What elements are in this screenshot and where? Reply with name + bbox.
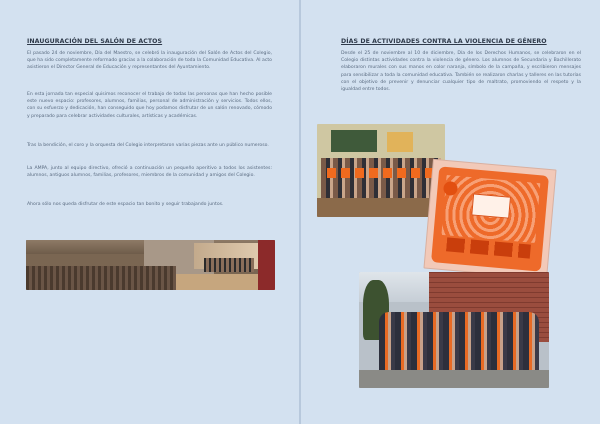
left-paragraph-2: En esta jornada tan especial quisimos reconocer el trabajo de todas las personas que han hecho posible este nuevo espacio: profesores, alumnos, familias, personal de administración y servicios. Todos ellos, con su esfuerzo y dedicación, han conseguido que hoy podamos disfrutar de un salón renovado, cómodo y preparado para celebrar actividades culturales, artísticas y académicas. bbox=[27, 92, 272, 119]
auditorium-seats bbox=[26, 266, 176, 290]
group-photo bbox=[359, 272, 549, 388]
right-page bbox=[301, 0, 600, 424]
right-page-title: DÍAS DE ACTIVIDADES CONTRA LA VIOLENCIA DE GÉNERO bbox=[341, 38, 547, 45]
classroom-board bbox=[331, 130, 377, 152]
group-students bbox=[379, 312, 539, 370]
classroom-students bbox=[321, 158, 441, 198]
left-paragraph-5: Ahora sólo nos queda disfrutar de este espacio tan bonito y seguir trabajando juntos. bbox=[27, 202, 224, 207]
classroom-desks bbox=[317, 198, 445, 217]
classroom-photo bbox=[317, 124, 445, 217]
left-page-title: INAUGURACIÓN DEL SALÓN DE ACTOS bbox=[27, 38, 163, 45]
classroom-wall-poster bbox=[387, 132, 413, 152]
left-paragraph-4: La AMPA, junto al equipo directivo, ofreció a continuación un pequeño aperitivo a todos los asistentes: alumnos, antiguos alumnos, familias, profesores, miembros de la comunidad y amigos del Colegio. bbox=[27, 166, 272, 179]
left-page bbox=[0, 0, 299, 424]
left-paragraph-3: Tras la bendición, el coro y la orquesta del Colegio interpretaron varias piezas ante un público numeroso. bbox=[27, 143, 269, 148]
auditorium-performers bbox=[204, 258, 254, 272]
orange-hands-poster-photo bbox=[423, 159, 556, 279]
poster-center-sign bbox=[471, 193, 511, 218]
group-ground bbox=[359, 370, 549, 388]
right-paragraph-1: Desde el 25 de noviembre al 10 de diciembre, Día de los Derechos Humanos, se celebraron en el Colegio distintas actividades contra la violencia de género. Los alumnos de Secundaria y Bachillerato elaboraron murales con sus manos en color naranja, símbolo de la campaña, y escribieron mensajes para sensibilizar a toda la comunidad educativa. También se realizaron charlas y talleres en las tutorías con el objetivo de prevenir y denunciar cualquier tipo de maltrato, promoviendo el respeto y la igualdad entre todos. bbox=[341, 51, 581, 93]
left-paragraph-1: El pasado 24 de noviembre, Día del Maestro, se celebró la inauguración del Salón de Actos del Colegio, que ha sido completamente reformado gracias a la colaboración de toda la Comunidad Educativa. Al acto asistieron el Director General de Educación y representantes del Ayuntamiento. bbox=[27, 51, 272, 71]
auditorium-curtain bbox=[258, 240, 275, 290]
classroom-orange-signs bbox=[327, 168, 435, 178]
auditorium-photo bbox=[26, 240, 275, 290]
